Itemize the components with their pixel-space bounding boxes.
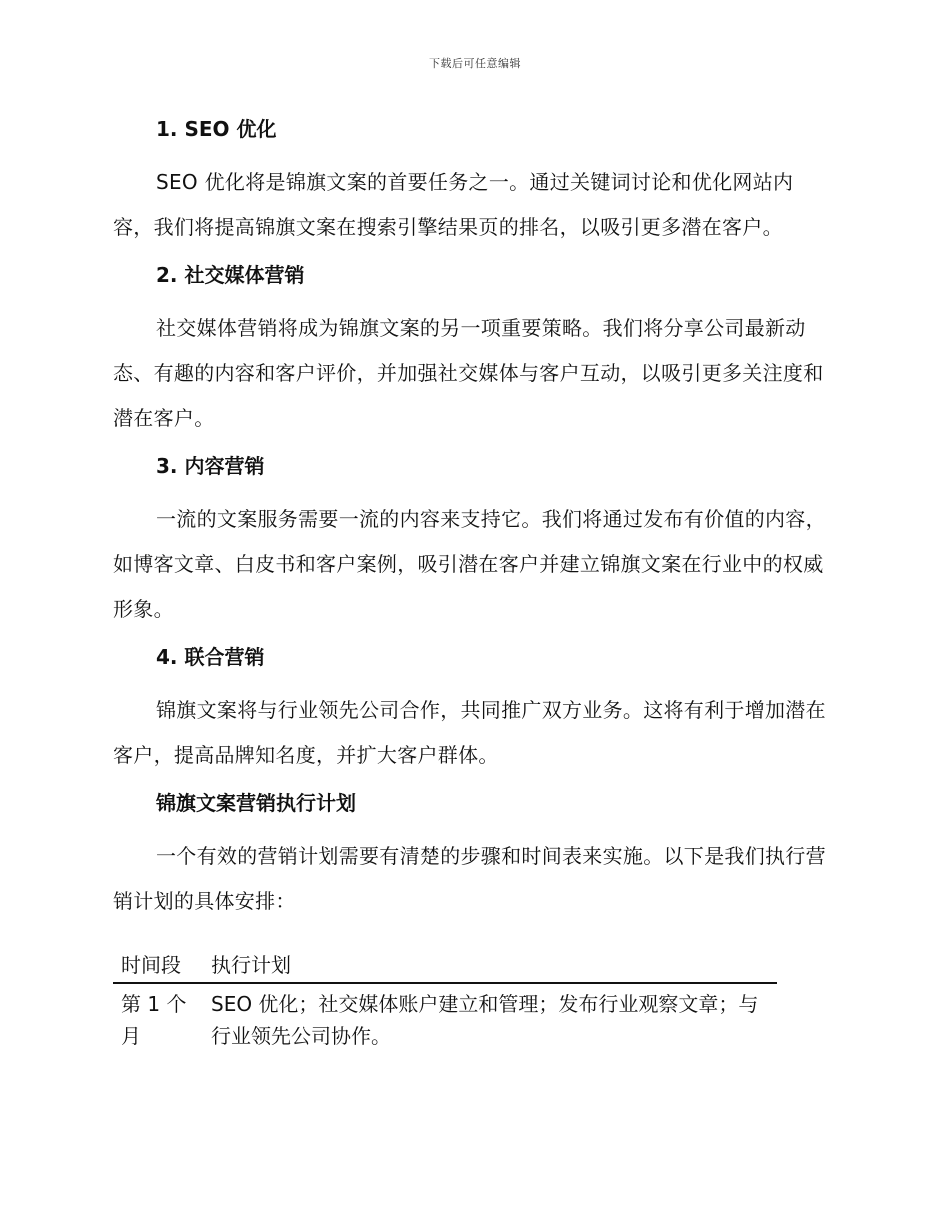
header-note: 下载后可任意编辑	[429, 57, 521, 70]
section-heading-joint-marketing: 4. 联合营销	[156, 645, 265, 669]
section-body-content-marketing: 一流的文案服务需要一流的内容来支持它。我们将通过发布有价值的内容，如博客文章、白皮书和客户案例，吸引潜在客户并建立锦旗文案在行业中的权威形象。	[113, 507, 826, 621]
section-body-execution-plan: 一个有效的营销计划需要有清楚的步骤和时间表来实施。以下是我们执行营销计划的具体安排：	[113, 844, 826, 913]
section-body-seo: SEO 优化将是锦旗文案的首要任务之一。通过关键词讨论和优化网站内容，我们将提高锦旗文案在搜索引擎结果页的排名，以吸引更多潜在客户。	[113, 170, 794, 239]
table-cell-plan: SEO 优化；社交媒体账户建立和管理；发布行业观察文章；与行业领先公司协作。	[211, 992, 759, 1048]
section-body-joint-marketing: 锦旗文案将与行业领先公司合作，共同推广双方业务。这将有利于增加潜在客户，提高品牌知名度，并扩大客户群体。	[113, 698, 826, 767]
execution-plan-table	[113, 946, 777, 1052]
table-header-period: 时间段	[113, 946, 203, 983]
section-heading-execution-plan: 锦旗文案营销执行计划	[156, 791, 356, 815]
section-body-social-media: 社交媒体营销将成为锦旗文案的另一项重要策略。我们将分享公司最新动态、有趣的内容和客户评价，并加强社交媒体与客户互动，以吸引更多关注度和潜在客户。	[113, 316, 824, 430]
table-header-plan: 执行计划	[203, 946, 777, 983]
section-heading-content-marketing: 3. 内容营销	[156, 454, 265, 478]
table-row	[113, 983, 777, 1052]
document-body	[113, 112, 833, 1052]
table-cell-period: 第 1 个月	[121, 992, 187, 1048]
table-header-row	[113, 946, 777, 983]
section-heading-seo: 1. SEO 优化	[156, 117, 277, 141]
section-heading-social-media: 2. 社交媒体营销	[156, 263, 305, 287]
